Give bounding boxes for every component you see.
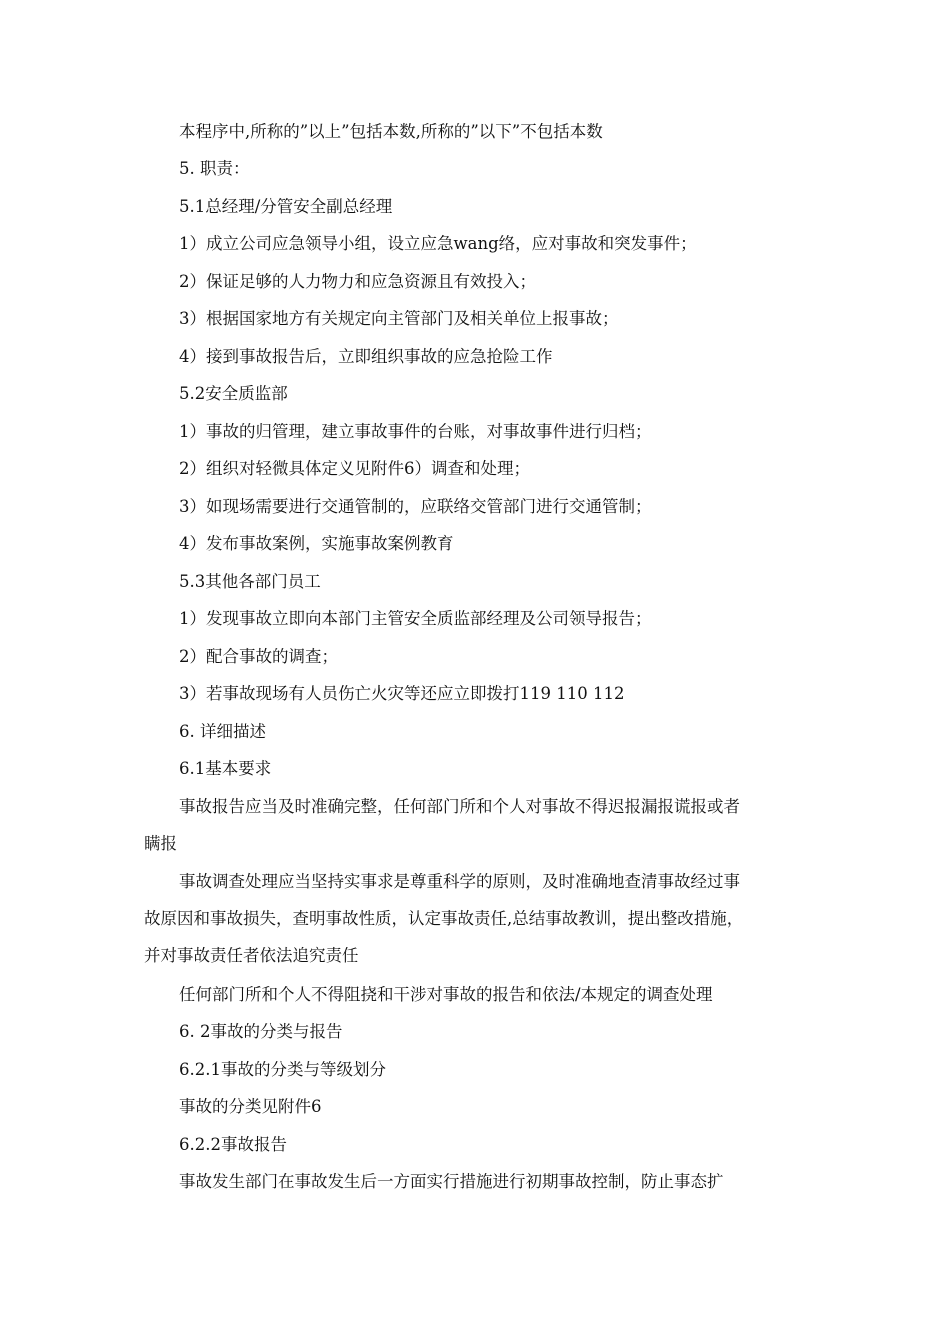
section-heading-detailed-description: [144, 713, 814, 750]
subsection-heading-safety-dept: [144, 375, 814, 412]
subsection-heading-general-manager: [144, 188, 814, 225]
text-line: 1）成立公司应急领导小组，设立应急wang络，应对事故和突发事件；: [179, 234, 697, 253]
text-line: 并对事故责任者依法追究责任: [144, 946, 359, 965]
text-line: 事故报告应当及时准确完整，任何部门所和个人对事故不得迟报漏报谎报或者: [179, 797, 740, 816]
text-line: 5. 职责：: [179, 159, 250, 178]
text-line: 5.1总经理/分管安全副总经理: [179, 197, 393, 216]
paragraph-definition-note: [144, 113, 814, 150]
body-paragraph: [144, 788, 814, 862]
text-line: 2）配合事故的调查；: [179, 647, 338, 666]
body-paragraph: [144, 976, 814, 1013]
text-line: 4）发布事故案例，实施事故案例教育: [179, 534, 454, 553]
text-line: 5.2安全质监部: [179, 384, 288, 403]
text-line: 2）保证足够的人力物力和应急资源且有效投入；: [179, 272, 536, 291]
list-item: [144, 675, 814, 712]
body-paragraph: [144, 1088, 814, 1125]
subsection-heading-classification-reporting: [144, 1013, 814, 1050]
text-line: 6.1基本要求: [179, 759, 272, 778]
text-line: 3）如现场需要进行交通管制的，应联络交管部门进行交通管制；: [179, 497, 652, 516]
body-paragraph: [144, 1163, 814, 1200]
list-item: [144, 450, 814, 487]
section-heading-responsibilities: [144, 150, 814, 187]
text-line: 5.3其他各部门员工: [179, 572, 321, 591]
list-item: [144, 638, 814, 675]
text-line: 1）事故的归管理，建立事故事件的台账，对事故事件进行归档；: [179, 422, 652, 441]
list-item: [144, 225, 814, 262]
text-line: 3）若事故现场有人员伤亡火灾等还应立即拨打119 110 112: [179, 684, 625, 703]
text-line: 事故调查处理应当坚持实事求是尊重科学的原则，及时准确地查清事故经过事: [179, 872, 740, 891]
text-line: 事故发生部门在事故发生后一方面实行措施进行初期事故控制，防止事态扩: [179, 1172, 724, 1191]
text-line: 3）根据国家地方有关规定向主管部门及相关单位上报事故；: [179, 309, 619, 328]
text-line: 1）发现事故立即向本部门主管安全质监部经理及公司领导报告；: [179, 609, 652, 628]
subsection-heading-basic-requirements: [144, 750, 814, 787]
subsection-heading-accident-report: [144, 1126, 814, 1163]
text-line: 瞒报: [144, 834, 177, 853]
subsection-heading-other-departments: [144, 563, 814, 600]
text-line: 6.2.1事故的分类与等级划分: [179, 1060, 386, 1079]
text-line: 6. 2事故的分类与报告: [179, 1022, 343, 1041]
list-item: [144, 300, 814, 337]
text-line: 6.2.2事故报告: [179, 1135, 287, 1154]
body-paragraph: [144, 863, 814, 974]
list-item: [144, 338, 814, 375]
list-item: [144, 263, 814, 300]
text-line: 故原因和事故损失，查明事故性质，认定事故责任,总结事故教训，提出整改措施，: [144, 909, 744, 928]
list-item: [144, 488, 814, 525]
list-item: [144, 600, 814, 637]
text-line: 事故的分类见附件6: [179, 1097, 322, 1116]
list-item: [144, 413, 814, 450]
text-line: 2）组织对轻微具体定义见附件6）调查和处理；: [179, 459, 530, 478]
text-line: 本程序中,所称的”以上”包括本数,所称的”以下”不包括本数: [179, 122, 603, 141]
text-line: 6. 详细描述: [179, 722, 266, 741]
list-item: [144, 525, 814, 562]
subsection-heading-classification-levels: [144, 1051, 814, 1088]
text-line: 任何部门所和个人不得阻挠和干涉对事故的报告和依法/本规定的调查处理: [179, 985, 713, 1004]
text-line: 4）接到事故报告后，立即组织事故的应急抢险工作: [179, 347, 553, 366]
